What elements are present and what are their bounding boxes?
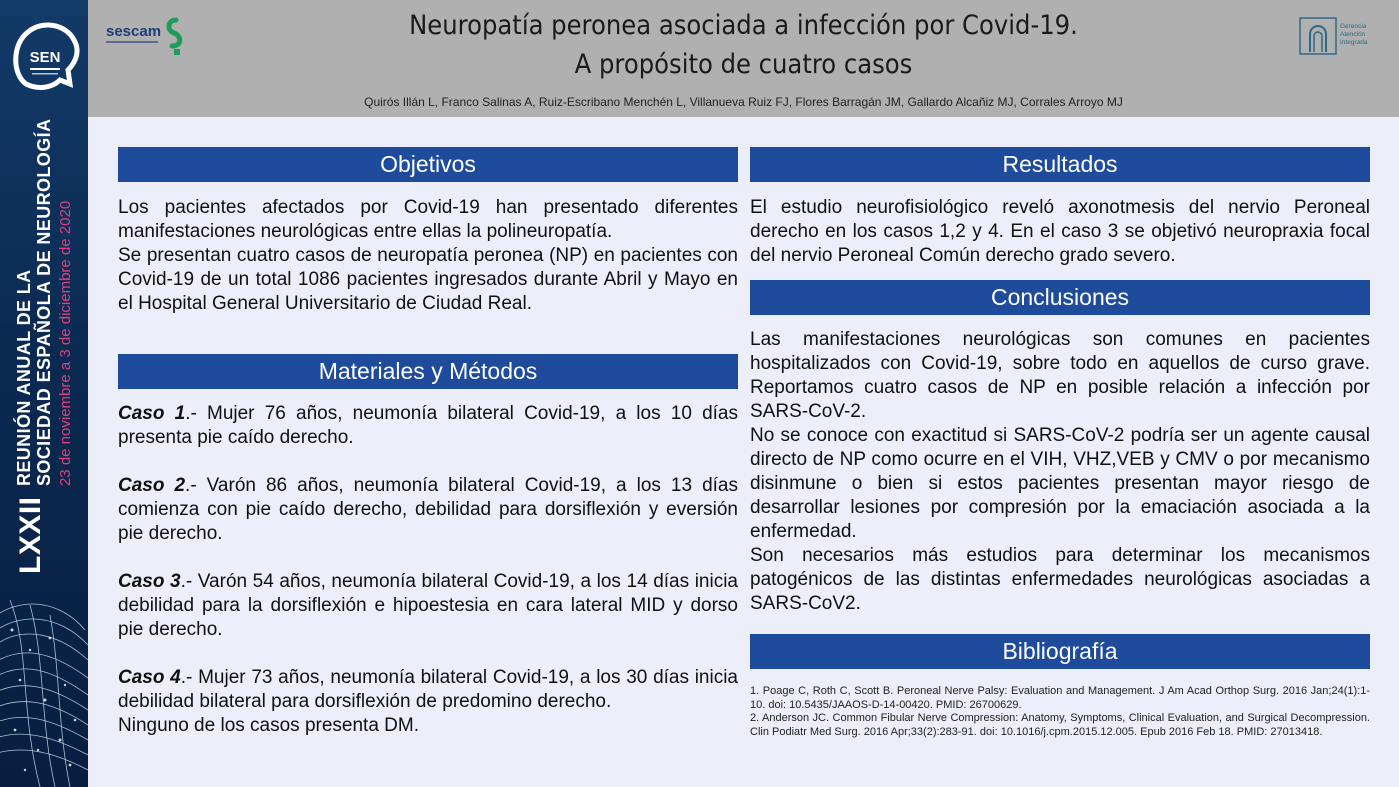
authors: Quirós Illán L, Franco Salinas A, Ruiz-Escribano Menchén L, Villanueva Ruiz FJ, Flores Barragán JM, Gallardo Alcañiz MJ, Corrales Arroyo MJ [364,95,1123,109]
metodos-heading: Materiales y Métodos [118,354,738,389]
sen-logo-icon [8,14,82,102]
gai-line-3: Integrada [1340,39,1368,46]
case-label: Caso 3 [118,571,181,592]
reference-item: 2. Anderson JC. Common Fibular Nerve Compression: Anatomy, Symptoms, Clinical Evaluation, and Surgical Decompression. Clin Podiatr Med Surg. 2016 Apr;33(2):283-91. doi: 10.1016/j.cpm.2015.12.005. Epub 2016 Feb 18. PMID: 27013418. [750,712,1370,738]
gai-line-1: Gerencia [1340,23,1367,30]
resultados-body [750,196,1370,268]
objetivos-paragraph-2: Se presentan cuatro casos de neuropatía peronea (NP) en pacientes con Covid-19 de un total 1086 pacientes ingresados durante Abril y Mayo en el Hospital General Universitario de Ciudad Real. [118,245,738,314]
meeting-title-vertical [14,119,76,574]
reference-item: 1. Poage C, Roth C, Scott B. Peroneal Nerve Palsy: Evaluation and Management. J Am Acad Orthop Surg. 2016 Jan;24(1):1-10. doi: 10.5435/JAAOS-D-14-00420. PMID: 26700629. [750,685,1370,711]
resultados-heading: Resultados [750,147,1370,182]
meeting-line-2: SOCIEDAD ESPAÑOLA DE NEUROLOGÍA [34,118,54,487]
conclusiones-heading: Conclusiones [750,280,1370,315]
resultados-paragraph: El estudio neurofisiológico reveló axonotmesis del nervio Peroneal derecho en los casos 1,2 y 4. En el caso 3 se objetivó neuropraxia focal del nervio Peroneal Común derecho grado severo. [750,197,1370,266]
gai-ciudad-real-logo-icon [1298,16,1378,56]
objetivos-body [118,196,738,316]
case-paragraph [118,666,738,714]
conclusiones-paragraph-2: No se conoce con exactitud si SARS-CoV-2 podría ser un agente causal directo de NP como ocurre en el VIH, VHZ,VEB y CMV o por mecanismo disinmune o bien si estos pacientes presentan mayor riesgo de desarrollar lesiones por compresión por la emaciación asociada a la enfermedad. [750,425,1370,542]
conclusiones-paragraph-1: Las manifestaciones neurológicas son comunes en pacientes hospitalizados con Covid-19, sobre todo en aquellos de curso grave. Reportamos cuatro casos de NP en posible relación a infección por SARS-CoV-2. [750,329,1370,422]
metodos-closing: Ninguno de los casos presenta DM. [118,715,419,736]
gai-line-2: Atención [1340,31,1366,38]
case-paragraph [118,474,738,546]
poster-title-line-1: Neuropatía peronea asociada a infección por Covid-19. [409,10,1078,41]
sescam-logo-text: sescam [106,23,162,40]
meeting-date: 23 de noviembre a 3 de diciembre de 2020 [57,200,74,487]
case-text: .- Mujer 76 años, neumonía bilateral Covid-19, a los 10 días presenta pie caído derecho. [118,403,739,448]
objetivos-paragraph-1: Los pacientes afectados por Covid-19 han presentado diferentes manifestaciones neurológicas entre ellas la polineuropatía. [118,197,738,242]
case-text: .- Mujer 73 años, neumonía bilateral Covid-19, a los 30 días inicia debilidad bilateral para dorsiflexión de predomino derecho. [118,667,739,712]
metodos-body [118,402,738,738]
bibliografia-heading: Bibliografía [750,634,1370,669]
case-label: Caso 1 [118,403,186,424]
poster-header [88,0,1399,117]
sescam-logo-icon [106,16,196,56]
sidebar [0,0,88,787]
poster-title-line-2: A propósito de cuatro casos [574,49,913,80]
case-text: .- Varón 54 años, neumonía bilateral Covid-19, a los 14 días inicia debilidad para la dorsiflexión e hipoestesia en cara lateral MID y dorso pie derecho. [118,571,738,640]
conclusiones-body [750,328,1370,616]
case-label: Caso 4 [118,667,181,688]
meeting-number: LXXII [14,496,47,574]
case-text: .- Varón 86 años, neumonía bilateral Covid-19, a los 13 días comienza con pie caído derecho, debilidad para dorsiflexión y eversión pie derecho. [118,475,738,544]
brain-illustration-icon [0,590,88,787]
case-paragraph [118,402,738,450]
meeting-line-1: REUNIÓN ANUAL DE LA [14,269,34,487]
conclusiones-paragraph-3: Son necesarios más estudios para determinar los mecanismos patogénicos de las distintas enfermedades neurológicas asociadas a SARS-CoV2. [750,545,1370,614]
sen-logo-text: SEN [29,49,61,66]
objetivos-heading: Objetivos [118,147,738,182]
case-label: Caso 2 [118,475,186,496]
case-paragraph [118,570,738,642]
bibliografia-list [750,685,1370,739]
